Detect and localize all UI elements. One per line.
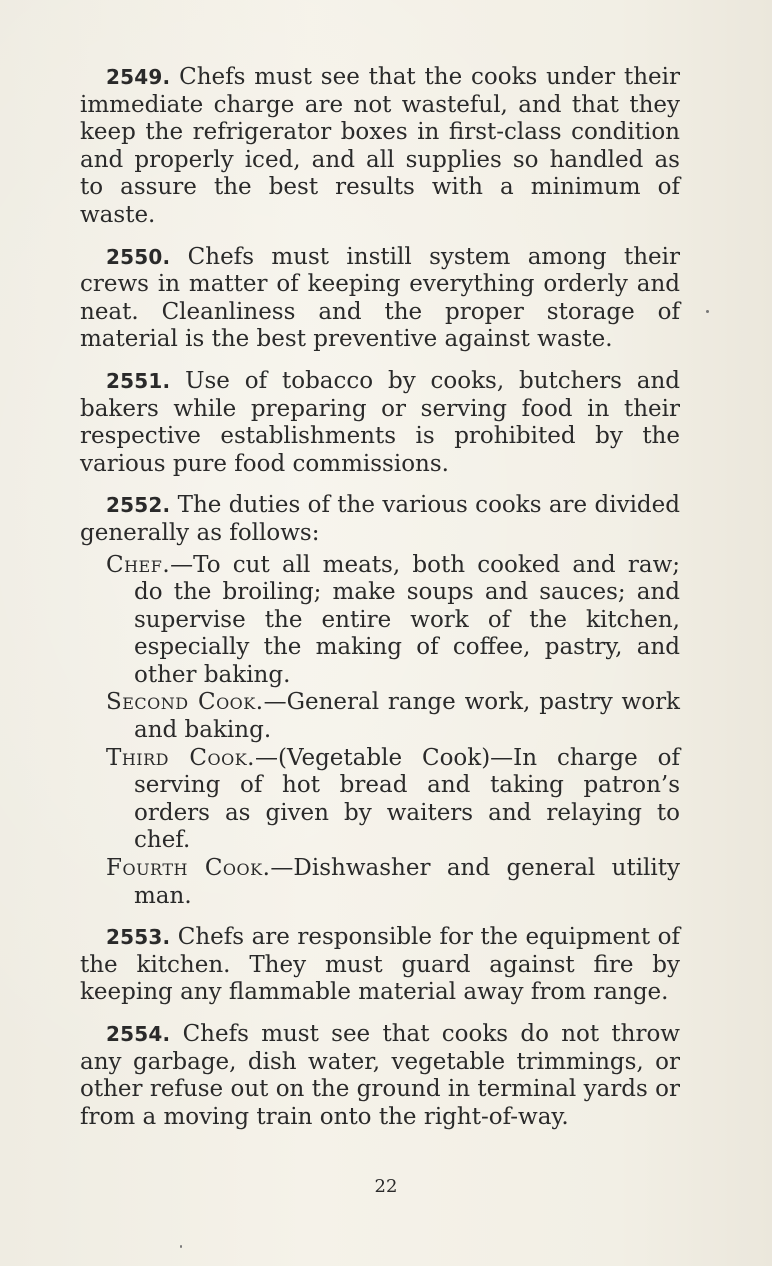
cook-duties-list [80, 552, 680, 911]
page-number: 22 [374, 1176, 398, 1197]
cook-title: Chef. [106, 551, 171, 578]
cook-title: Second Cook. [106, 689, 264, 716]
rule-number: 2550. [106, 244, 171, 269]
cook-item-fourth-cook [80, 855, 680, 910]
rule-number: 2553. [106, 925, 171, 950]
rule-text: Chefs must instill system among their crews in matter of keeping everything orderly and neat. Cleanliness and the proper storage of material is the best preventive against waste. [80, 243, 681, 353]
rule-text: The duties of the various cooks are divided generally as follows: [80, 492, 680, 546]
cook-title: Fourth Cook. [106, 855, 271, 882]
cook-duty: —(Vegetable Cook)—In charge of serving of hot bread and taking patron’s orders as given by waiters and relaying to chef. [134, 744, 680, 854]
rule-number: 2549. [106, 65, 171, 89]
cook-duty: —To cut all meats, both cooked and raw; do the broiling; make soups and sauces; and supervise the entire work of the kitchen, especially the making of coffee, pastry, and other baking. [134, 551, 680, 688]
cook-duty: —General range work, pastry work and baking. [134, 689, 680, 744]
rule-number: 2554. [106, 1022, 171, 1046]
cook-item-third-cook [80, 745, 680, 855]
cook-title: Third Cook. [106, 744, 255, 771]
cook-duty: —Dishwasher and general utility man. [134, 855, 680, 909]
rule-text: Use of tobacco by cooks, butchers and bakers while preparing or serving food in their respective establishments is prohibited by the various pure food commissions. [80, 367, 681, 477]
rule-2550 [80, 244, 680, 354]
rule-2554 [80, 1021, 680, 1131]
rule-2549 [80, 64, 680, 230]
rule-text: Chefs must see that the cooks under their immediate charge are not wasteful, and that they keep the refrigerator boxes in first-class condition and properly iced, and all supplies so handled as to assure the best results with a minimum of waste. [80, 64, 680, 228]
ink-speck [706, 310, 709, 313]
cook-item-second-cook [80, 689, 680, 744]
rule-2551 [80, 368, 680, 478]
rule-number: 2552. [106, 493, 171, 518]
rules-text [80, 64, 680, 1145]
ink-speck [180, 1245, 182, 1248]
cook-item-chef [80, 552, 680, 690]
rule-2553 [80, 924, 680, 1007]
rule-number: 2551. [106, 368, 171, 393]
rule-text: Chefs are responsible for the equipment of the kitchen. They must guard against fire by keeping any flammable material away from range. [80, 924, 681, 1006]
rule-text: Chefs must see that cooks do not throw any garbage, dish water, vegetable trimmings, or other refuse out on the ground in terminal yards or from a moving train onto the right-of-way. [80, 1021, 680, 1130]
rule-2552 [80, 492, 680, 547]
